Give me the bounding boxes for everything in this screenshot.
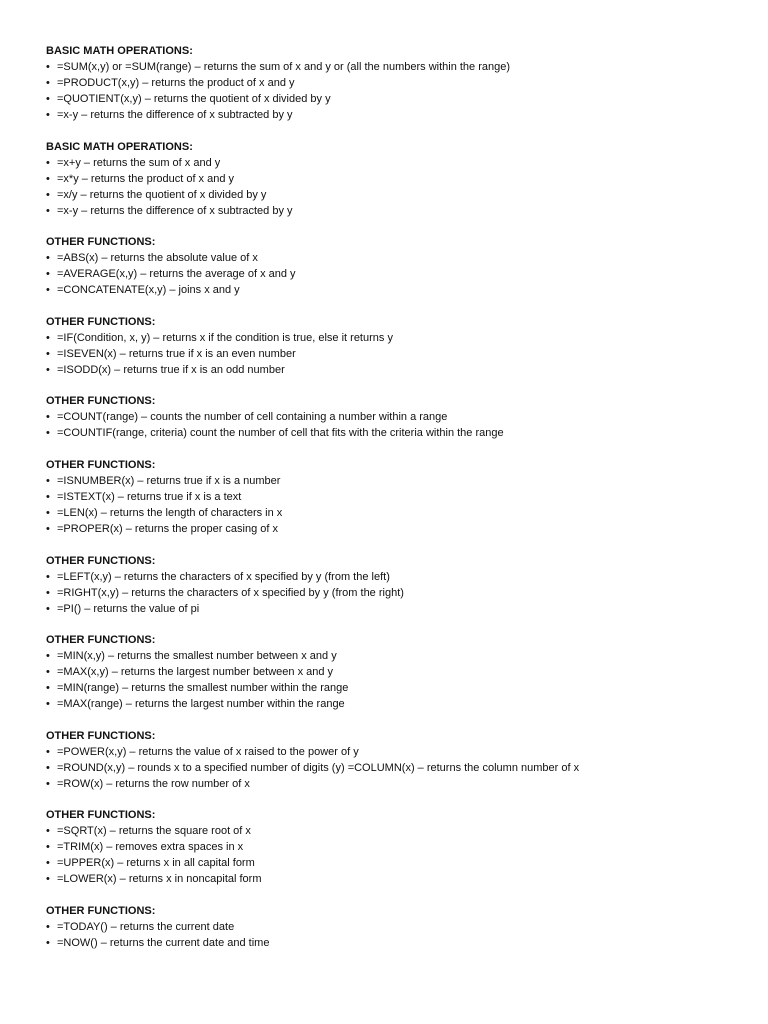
bullet-icon: •	[46, 936, 50, 949]
list-item	[46, 59, 746, 75]
section-heading: OTHER FUNCTIONS:	[46, 554, 156, 567]
list-item	[46, 585, 746, 601]
list-item	[46, 250, 746, 266]
section-heading: OTHER FUNCTIONS:	[46, 634, 156, 647]
item-text: =ISODD(x) – returns true if x is an odd number	[57, 363, 285, 376]
bullet-icon: •	[46, 252, 50, 265]
bullet-icon: •	[46, 172, 50, 185]
list-item	[46, 155, 746, 171]
list-item	[46, 266, 746, 282]
list-item	[46, 680, 746, 696]
item-text: =CONCATENATE(x,y) – joins x and y	[57, 284, 240, 297]
bullet-icon: •	[46, 506, 50, 519]
document-content	[46, 43, 746, 967]
item-text: =x+y – returns the sum of x and y	[57, 156, 221, 169]
function-section	[46, 314, 746, 378]
item-text: =POWER(x,y) – returns the value of x raised to the power of y	[57, 745, 359, 758]
list-item	[46, 648, 746, 664]
list-item	[46, 760, 746, 776]
item-text: =LEFT(x,y) – returns the characters of x specified by y (from the left)	[57, 570, 390, 583]
bullet-icon: •	[46, 873, 50, 886]
list-item	[46, 871, 746, 887]
list-item	[46, 855, 746, 871]
function-section	[46, 553, 746, 617]
bullet-icon: •	[46, 427, 50, 440]
list-item	[46, 171, 746, 187]
bullet-icon: •	[46, 586, 50, 599]
item-text: =MIN(range) – returns the smallest number within the range	[57, 682, 349, 695]
list-item	[46, 919, 746, 935]
item-text: =SUM(x,y) or =SUM(range) – returns the sum of x and y or (all the numbers within the range)	[57, 61, 511, 73]
bullet-icon: •	[46, 93, 50, 105]
list-item	[46, 203, 746, 219]
function-section	[46, 632, 746, 712]
function-section	[46, 457, 746, 537]
list-item	[46, 425, 746, 441]
bullet-icon: •	[46, 777, 50, 790]
list-item	[46, 776, 746, 792]
list-item	[46, 346, 746, 362]
item-text: =PI() – returns the value of pi	[57, 602, 200, 615]
list-item	[46, 362, 746, 378]
bullet-icon: •	[46, 156, 50, 169]
list-item	[46, 330, 746, 346]
item-text: =QUOTIENT(x,y) – returns the quotient of x divided by y	[57, 93, 331, 105]
function-section	[46, 139, 746, 219]
list-item	[46, 521, 746, 537]
list-item	[46, 744, 746, 760]
item-text: =NOW() – returns the current date and time	[57, 936, 270, 949]
section-heading: OTHER FUNCTIONS:	[46, 395, 156, 408]
function-section	[46, 43, 746, 123]
list-item	[46, 489, 746, 505]
bullet-icon: •	[46, 682, 50, 695]
item-text: =ROUND(x,y) – rounds x to a specified number of digits (y) =COLUMN(x) – returns the column number of x	[57, 761, 580, 774]
bullet-icon: •	[46, 474, 50, 487]
bullet-icon: •	[46, 920, 50, 933]
item-text: =LEN(x) – returns the length of characters in x	[57, 506, 283, 519]
bullet-icon: •	[46, 698, 50, 711]
section-heading: OTHER FUNCTIONS:	[46, 809, 156, 822]
list-item	[46, 473, 746, 489]
item-text: =MAX(x,y) – returns the largest number between x and y	[57, 666, 334, 679]
item-text: =x*y – returns the product of x and y	[57, 172, 235, 185]
item-text: =MAX(range) – returns the largest number within the range	[57, 698, 345, 711]
list-item	[46, 839, 746, 855]
item-text: =x-y – returns the difference of x subtracted by y	[57, 109, 293, 121]
function-section	[46, 728, 746, 792]
item-text: =RIGHT(x,y) – returns the characters of x specified by y (from the right)	[57, 586, 404, 599]
item-text: =UPPER(x) – returns x in all capital form	[57, 857, 255, 870]
item-text: =IF(Condition, x, y) – returns x if the condition is true, else it returns y	[57, 331, 393, 344]
list-item	[46, 187, 746, 203]
list-item	[46, 696, 746, 712]
list-item	[46, 569, 746, 585]
bullet-icon: •	[46, 188, 50, 201]
bullet-icon: •	[46, 745, 50, 758]
list-item	[46, 409, 746, 425]
item-text: =ISNUMBER(x) – returns true if x is a number	[57, 474, 281, 487]
item-text: =ISEVEN(x) – returns true if x is an even number	[57, 347, 296, 360]
list-item	[46, 823, 746, 839]
section-heading: OTHER FUNCTIONS:	[46, 315, 156, 328]
bullet-icon: •	[46, 490, 50, 503]
bullet-icon: •	[46, 77, 50, 89]
section-heading: OTHER FUNCTIONS:	[46, 904, 156, 917]
item-text: =COUNTIF(range, criteria) count the number of cell that fits with the criteria within the range	[57, 427, 504, 440]
function-section	[46, 234, 746, 298]
item-text: =TODAY() – returns the current date	[57, 920, 235, 933]
list-item	[46, 664, 746, 680]
bullet-icon: •	[46, 522, 50, 535]
bullet-icon: •	[46, 411, 50, 424]
item-text: =LOWER(x) – returns x in noncapital form	[57, 873, 262, 886]
item-text: =ROW(x) – returns the row number of x	[57, 777, 250, 790]
bullet-icon: •	[46, 602, 50, 615]
bullet-icon: •	[46, 825, 50, 838]
function-section	[46, 393, 746, 441]
bullet-icon: •	[46, 363, 50, 376]
list-item	[46, 505, 746, 521]
list-item	[46, 601, 746, 617]
bullet-icon: •	[46, 268, 50, 281]
section-heading: OTHER FUNCTIONS:	[46, 729, 156, 742]
item-text: =ISTEXT(x) – returns true if x is a text	[57, 490, 242, 503]
item-text: =SQRT(x) – returns the square root of x	[57, 825, 251, 838]
list-item	[46, 107, 746, 123]
bullet-icon: •	[46, 761, 50, 774]
bullet-icon: •	[46, 857, 50, 870]
bullet-icon: •	[46, 650, 50, 663]
item-text: =MIN(x,y) – returns the smallest number between x and y	[57, 650, 337, 663]
bullet-icon: •	[46, 666, 50, 679]
section-heading: OTHER FUNCTIONS:	[46, 458, 156, 471]
item-text: =x-y – returns the difference of x subtracted by y	[57, 204, 293, 217]
item-text: =PRODUCT(x,y) – returns the product of x and y	[57, 77, 295, 89]
item-text: =TRIM(x) – removes extra spaces in x	[57, 841, 244, 854]
bullet-icon: •	[46, 347, 50, 360]
bullet-icon: •	[46, 570, 50, 583]
list-item	[46, 91, 746, 107]
bullet-icon: •	[46, 841, 50, 854]
section-heading: OTHER FUNCTIONS:	[46, 236, 156, 249]
list-item	[46, 75, 746, 91]
list-item	[46, 282, 746, 298]
function-section	[46, 807, 746, 887]
list-item	[46, 935, 746, 951]
item-text: =COUNT(range) – counts the number of cell containing a number within a range	[57, 411, 448, 424]
bullet-icon: •	[46, 331, 50, 344]
item-text: =x/y – returns the quotient of x divided by y	[57, 188, 267, 201]
item-text: =PROPER(x) – returns the proper casing of x	[57, 522, 279, 535]
item-text: =AVERAGE(x,y) – returns the average of x and y	[57, 268, 296, 281]
section-heading: BASIC MATH OPERATIONS:	[46, 140, 193, 153]
bullet-icon: •	[46, 109, 50, 121]
item-text: =ABS(x) – returns the absolute value of x	[57, 252, 258, 265]
bullet-icon: •	[46, 284, 50, 297]
function-section	[46, 903, 746, 951]
bullet-icon: •	[46, 204, 50, 217]
section-heading: BASIC MATH OPERATIONS:	[46, 45, 193, 57]
bullet-icon: •	[46, 61, 50, 73]
